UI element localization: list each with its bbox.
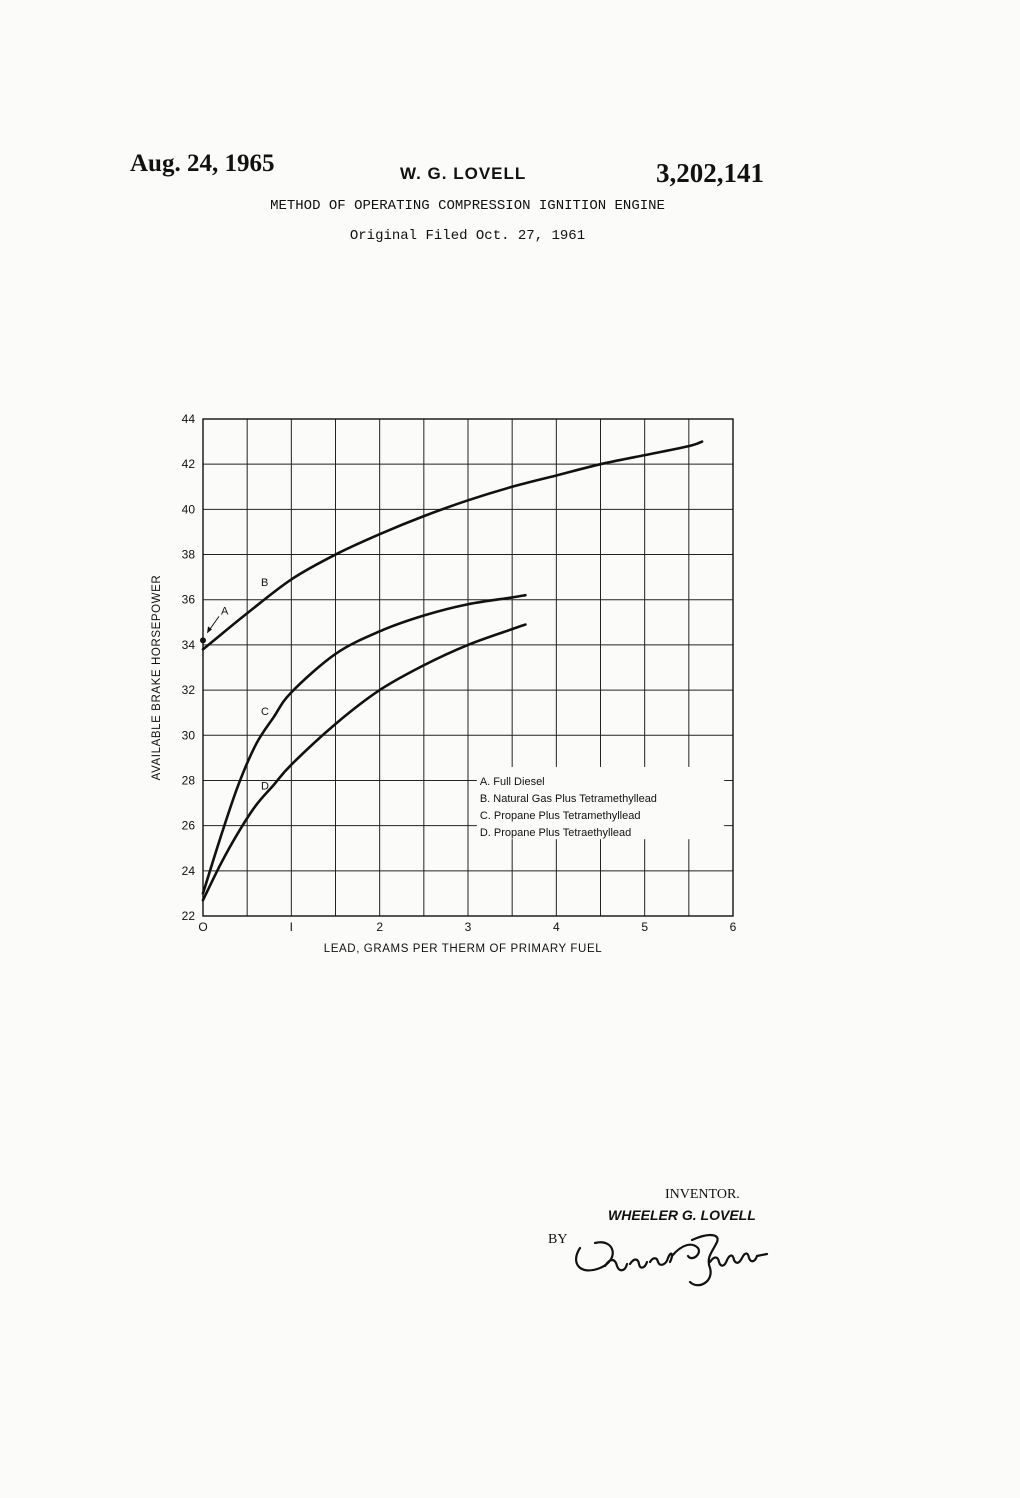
by-label: BY <box>548 1232 568 1247</box>
legend-entry-a: A. Full Diesel <box>479 775 545 788</box>
point-a-label: A <box>221 605 229 618</box>
y-tick-label: 30 <box>181 728 195 743</box>
chart-grid <box>203 419 733 916</box>
x-tick-label: 4 <box>552 920 560 934</box>
x-tick-label: 6 <box>729 920 737 934</box>
filed-date: Original Filed Oct. 27, 1961 <box>349 228 586 244</box>
x-tick-label: O <box>198 920 208 934</box>
x-tick-label: 5 <box>641 920 649 934</box>
x-tick-label: I <box>289 920 294 934</box>
x-tick-label: 3 <box>464 920 472 934</box>
inventor-header: W. G. LOVELL <box>400 164 527 183</box>
chart-axes <box>182 412 737 934</box>
x-axis-label: LEAD, GRAMS PER THERM OF PRIMARY FUEL <box>323 943 603 955</box>
y-tick-label: 44 <box>181 412 195 426</box>
point-a-marker <box>200 637 206 643</box>
legend-entry-c: C. Propane Plus Tetramethyllead <box>479 809 641 822</box>
y-tick-label: 28 <box>181 773 195 788</box>
y-tick-label: 38 <box>181 547 195 562</box>
series-curve-d <box>203 625 525 901</box>
y-tick-label: 34 <box>181 637 195 652</box>
series-curve-c <box>203 595 525 893</box>
y-tick-label: 40 <box>181 502 195 517</box>
legend-entry-d: D. Propane Plus Tetraethyllead <box>479 826 632 839</box>
signature-text: Donald T. Johnson <box>560 1218 569 1219</box>
inventor-name: WHEELER G. LOVELL <box>608 1207 756 1223</box>
patent-title: METHOD OF OPERATING COMPRESSION IGNITION ENGINE <box>270 198 665 214</box>
legend-entry-b: B. Natural Gas Plus Tetramethyllead <box>479 792 657 805</box>
patent-date: Aug. 24, 1965 <box>130 150 275 177</box>
chart-legend <box>477 767 724 839</box>
attorney-signature <box>560 1218 800 1288</box>
y-tick-label: 32 <box>181 683 195 698</box>
series-curve-b <box>203 442 702 650</box>
y-axis-label: AVAILABLE BRAKE HORSEPOWER <box>151 574 163 781</box>
y-tick-label: 26 <box>181 818 195 833</box>
y-tick-label: 24 <box>181 863 195 878</box>
y-tick-label: 36 <box>181 592 195 607</box>
y-tick-label: 42 <box>181 457 195 472</box>
series-label-b: B <box>261 577 269 590</box>
y-tick-label: 22 <box>181 909 195 923</box>
series-label-c: C <box>261 705 269 718</box>
inventor-label: INVENTOR. <box>665 1187 740 1202</box>
series-label-d: D <box>261 780 269 793</box>
x-tick-label: 2 <box>376 920 384 934</box>
patent-number: 3,202,141 <box>656 158 764 188</box>
